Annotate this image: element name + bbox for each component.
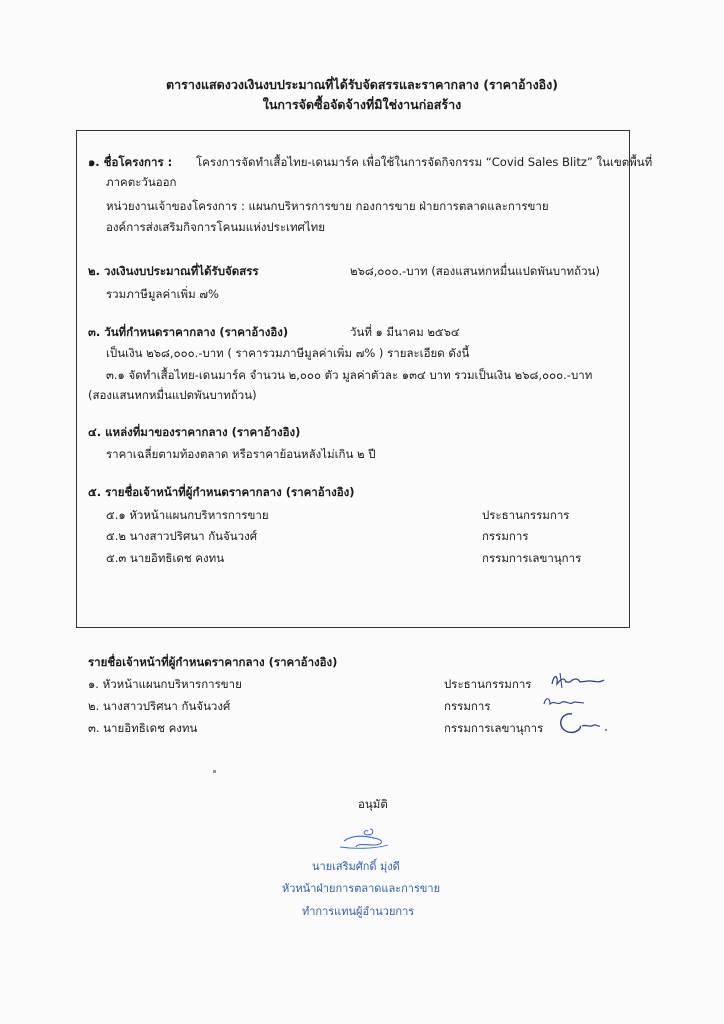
section5-member-name: ๕.๑ หัวหน้าแผนกบริหารการขาย bbox=[106, 508, 269, 522]
section5-member-name: ๕.๒ นางสาวปริศนา กันจันวงศ์ bbox=[106, 529, 258, 543]
section3-date: วันที่ ๑ มีนาคม ๒๕๖๔ bbox=[350, 325, 460, 339]
acting-director: ทำการแทนผู้อำนวยการ bbox=[302, 905, 415, 918]
approver-name: นายเสริมศักดิ์ มุ่งดี bbox=[312, 860, 400, 873]
section3-line3: ๓.๑ จัดทำเสื้อไทย-เดนมาร์ค จำนวน ๒,๐๐๐ ตัว มูลค่าตัวละ ๑๓๔ บาท รวมเป็นเงิน ๒๖๘,๐๐๐.-บาท bbox=[106, 368, 593, 382]
section3-label: ๓. วันที่กำหนดราคากลาง (ราคาอ้างอิง) bbox=[88, 325, 289, 339]
section5-member-role: กรรมการ bbox=[482, 529, 529, 543]
section5-member-role: ประธานกรรมการ bbox=[482, 508, 570, 522]
section5-member-name: ๕.๓ นายอิทธิเดช คงทน bbox=[106, 551, 225, 565]
scan-mark bbox=[213, 770, 216, 773]
signature-approver bbox=[334, 825, 394, 853]
document-title-line2: ในการจัดซื้อจัดจ้างที่มิใช่งานก่อสร้าง bbox=[262, 97, 462, 112]
section2-amount: ๒๖๘,๐๐๐.-บาท (สองแสนหกหมื่นแปดพันบาทถ้วน) bbox=[350, 264, 600, 278]
section5-member-role: กรรมการเลขานุการ bbox=[482, 551, 582, 565]
approver-title: หัวหน้าฝ่ายการตลาดและการขาย bbox=[282, 882, 441, 895]
signoff-member-role: กรรมการ bbox=[444, 699, 491, 713]
section5-label: ๕. รายชื่อเจ้าหน้าที่ผู้กำหนดราคากลาง (ราคาอ้างอิง) bbox=[88, 485, 355, 499]
section1-project-line1: โครงการจัดทำเสื้อไทย-เดนมาร์ค เพื่อใช้ในการจัดกิจกรรม “Covid Sales Blitz” ในเขตพื้นที่ bbox=[196, 155, 653, 169]
section2-vat: รวมภาษีมูลค่าเพิ่ม ๗% bbox=[106, 287, 219, 301]
signature-chairman bbox=[548, 670, 608, 692]
section4-text: ราคาเฉลี่ยตามท้องตลาด หรือราคาย้อนหลังไม่เกิน ๒ ปี bbox=[106, 447, 376, 461]
signoff-heading: รายชื่อเจ้าหน้าที่ผู้กำหนดราคากลาง (ราคาอ้างอิง) bbox=[88, 655, 338, 669]
section1-unit-line1: หน่วยงานเจ้าของโครงการ : แผนกบริหารการขาย กองการขาย ฝ่ายการตลาดและการขาย bbox=[106, 199, 549, 213]
approval-label: อนุมัติ bbox=[358, 797, 388, 811]
section2-label: ๒. วงเงินงบประมาณที่ได้รับจัดสรร bbox=[88, 264, 259, 278]
section3-line2: เป็นเงิน ๒๖๘,๐๐๐.-บาท ( ราคารวมภาษีมูลค่าเพิ่ม ๗% ) รายละเอียด ดังนี้ bbox=[106, 346, 470, 360]
section1-label: ๑. ชื่อโครงการ : bbox=[88, 155, 173, 169]
section1-unit-line2: องค์การส่งเสริมกิจการโคนมแห่งประเทศไทย bbox=[106, 220, 325, 234]
section1-project-line2: ภาคตะวันออก bbox=[106, 175, 177, 189]
signoff-member-role: กรรมการเลขานุการ bbox=[444, 721, 544, 735]
signoff-member-name: ๓. นายอิทธิเดช คงทน bbox=[88, 721, 198, 735]
signoff-member-name: ๒. นางสาวปริศนา กันจันวงศ์ bbox=[88, 699, 231, 713]
signoff-member-role: ประธานกรรมการ bbox=[444, 677, 532, 691]
document-title-line1: ตารางแสดงวงเงินงบประมาณที่ได้รับจัดสรรและราคากลาง (ราคาอ้างอิง) bbox=[166, 77, 558, 92]
signoff-member-name: ๑. หัวหน้าแผนกบริหารการขาย bbox=[88, 677, 242, 691]
section4-label: ๔. แหล่งที่มาของราคากลาง (ราคาอ้างอิง) bbox=[88, 425, 301, 439]
section3-line4: (สองแสนหกหมื่นแปดพันบาทถ้วน) bbox=[88, 388, 257, 402]
signature-secretary bbox=[552, 708, 612, 738]
